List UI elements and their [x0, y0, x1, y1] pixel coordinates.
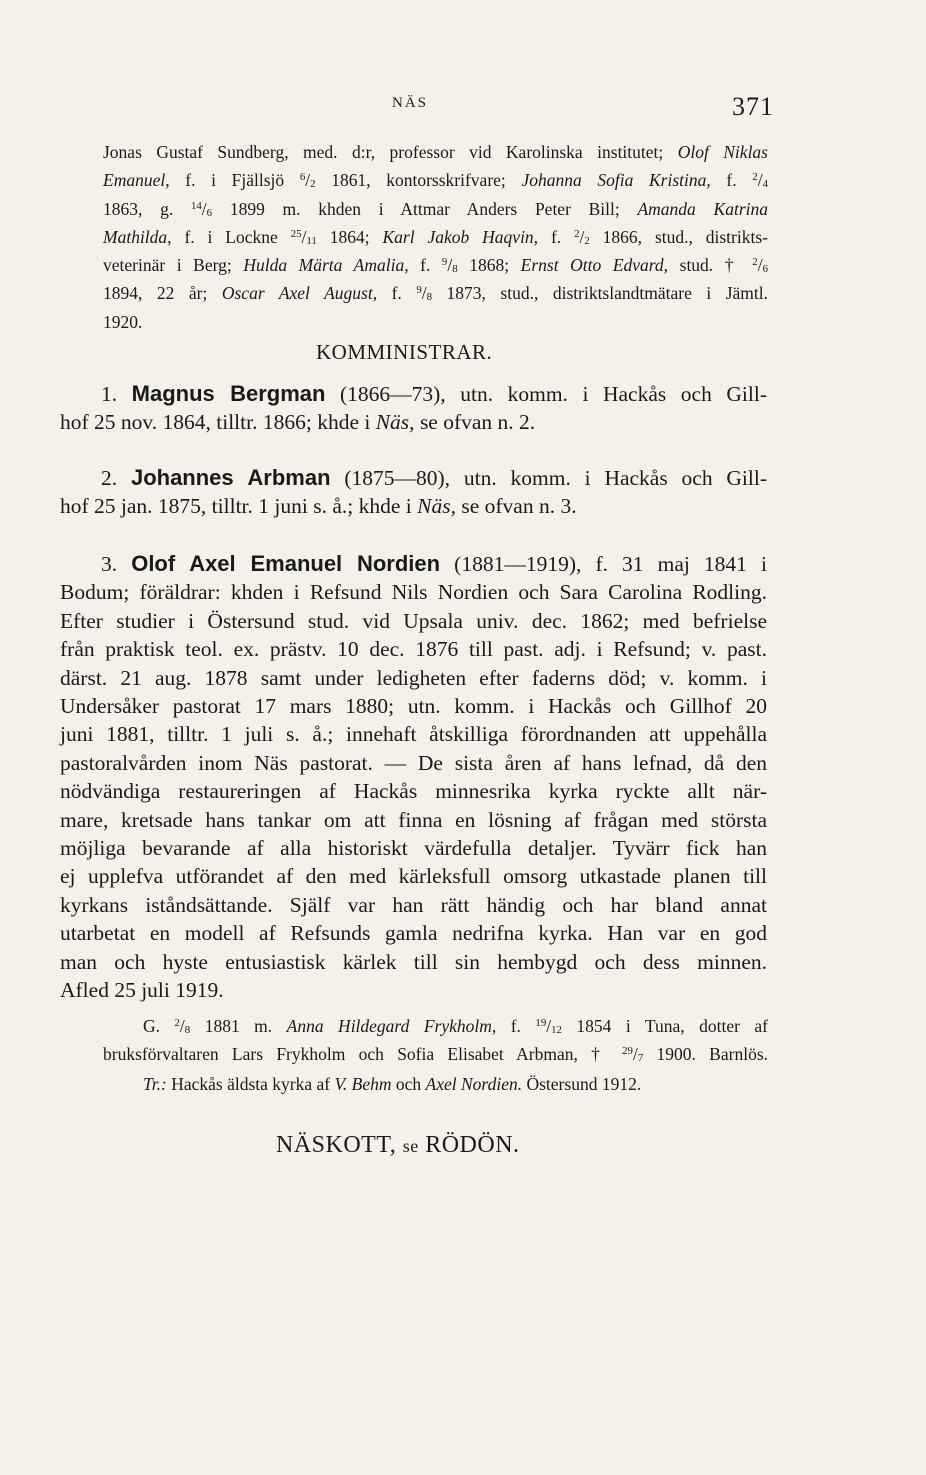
text-line: från praktisk teol. ex. prästv. 10 dec. 1876 till past. adj. i Refsund; v. past.: [60, 637, 767, 662]
entry-3: [60, 550, 767, 1005]
text-line: 1863, g. $^{14}/_6$ 1899 m. khden i Attmar Anders Peter Bill; Amanda Katrina: [103, 198, 768, 219]
text-line: G. $^2/_8$ 1881 m. Anna Hildegard Frykholm, f. $^{19}/_{12}$ 1854 i Tuna, dotter af: [143, 1016, 769, 1037]
text-line: hof 25 jan. 1875, tilltr. 1 juni s. å.; khde i Näs, se ofvan n. 3.: [60, 494, 577, 519]
page-number: 371: [732, 92, 774, 121]
text-line: utarbetat en modell af Refsunds gamla nedrifna kyrka. Han var en god: [60, 921, 767, 946]
text-line: bruksförvaltaren Lars Frykholm och Sofia Elisabet Arbman, † $^{29}/_7$ 1900. Barnlös.: [103, 1044, 769, 1065]
text-line: 1920.: [103, 311, 143, 332]
text-line: nödvändiga restaureringen af Hackås minnesrika kyrka ryckte allt när-: [60, 779, 767, 804]
text-line: Efter studier i Östersund stud. vid Upsala univ. dec. 1862; med befrielse: [60, 608, 767, 633]
running-title: NÄS: [392, 95, 429, 111]
text-line: Emanuel, f. i Fjällsjö $^6/_2$ 1861, kontorsskrifvare; Johanna Sofia Kristina, f. $^2/_4$: [103, 170, 769, 191]
text-line: hof 25 nov. 1864, tilltr. 1866; khde i Näs, se ofvan n. 2.: [60, 410, 536, 435]
entry-1: [60, 380, 767, 437]
entry-2: [60, 464, 767, 521]
print-reference: [143, 1070, 743, 1098]
person-name: Johannes Arbman: [130, 465, 331, 490]
family-paragraph: [103, 138, 768, 336]
text-line: Tr.: Hackås äldsta kyrka af V. Behm och Axel Nordien. Östersund 1912.: [143, 1074, 642, 1094]
text-line: Mathilda, f. i Lockne $^{25}/_{11}$ 1864; Karl Jakob Haqvin, f. $^2/_2$ 1866, stud., distrikts-: [103, 226, 768, 247]
person-name: Magnus Bergman: [131, 381, 326, 406]
text-line: möjliga bevarande af alla historiskt värdefulla detaljer. Tyvärr fick han: [60, 836, 767, 861]
text-line: veterinär i Berg; Hulda Märta Amalia, f. $^9/_8$ 1868; Ernst Otto Edvard, stud. † $^2/_6$: [103, 255, 768, 276]
text-line: pastoralvården inom Näs pastorat. — De sista åren af hans lefnad, då den: [60, 750, 767, 775]
entry-heading-line: 3. Olof Axel Emanuel Nordien (1881—1919), f. 31 maj 1841 i: [101, 551, 767, 576]
text-line: Undersåker pastorat 17 mars 1880; utn. komm. i Hackås och Gillhof 20: [60, 694, 767, 719]
text-line: man och hyste entusiastisk kärlek till sin hembygd och dess minnen.: [60, 949, 767, 974]
person-name: Olof Axel Emanuel Nordien: [131, 551, 441, 576]
section-heading: KOMMINISTRAR.: [316, 340, 493, 364]
text-line: 1894, 22 år; Oscar Axel August, f. $^9/_8$ 1873, stud., distriktslandtmätare i Jämtl.: [103, 283, 768, 304]
text-line: ej upplefva utförandet af den med kärleksfull omsorg utkastade planen till: [60, 864, 767, 889]
entry-heading-line: 2. Johannes Arbman (1875—80), utn. komm. i Hackås och Gill-: [101, 465, 767, 490]
cross-reference-heading: NÄSKOTT, se RÖDÖN.: [276, 1132, 520, 1158]
marriage-note: [103, 1012, 768, 1069]
text-line: Afled 25 juli 1919.: [60, 978, 224, 1003]
text-line: mare, kretsade hans tankar om att finna en lösning af frågan med största: [60, 807, 767, 832]
text-line: kyrkans iståndsättande. Själf var han rätt händig och har bland annat: [60, 892, 767, 917]
text-line: juni 1881, tilltr. 1 juli s. å.; innehaft åtskilliga förordnanden att uppehålla: [60, 722, 767, 747]
entry-heading-line: 1. Magnus Bergman (1866—73), utn. komm. i Hackås och Gill-: [101, 381, 768, 406]
text-line: Jonas Gustaf Sundberg, med. d:r, professor vid Karolinska institutet; Olof Niklas: [103, 142, 768, 162]
text-line: därst. 21 aug. 1878 samt under ledigheten efter faderns död; v. komm. i: [60, 665, 767, 690]
text-line: Bodum; föräldrar: khden i Refsund Nils Nordien och Sara Carolina Rodling.: [60, 580, 767, 605]
